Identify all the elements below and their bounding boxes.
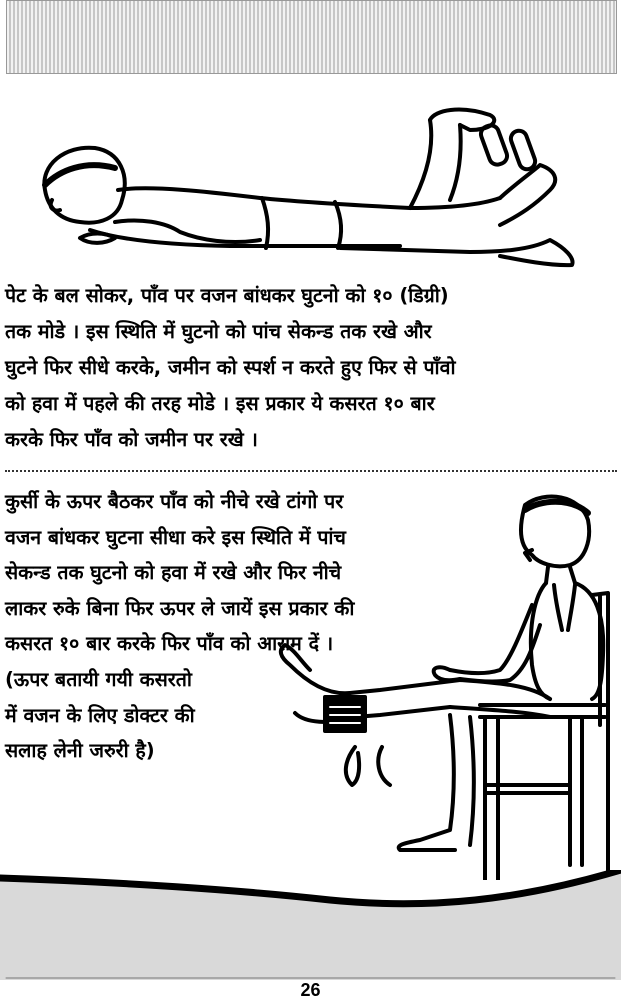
footer-swoosh (0, 870, 621, 980)
prone-exercise-instructions: पेट के बल सोकर, पाँव पर वजन बांधकर घुटनो को १० (डिग्री) तक मोडे । इस स्थिति में घुटनो को पांच सेकन्ड तक रखे और घुटने फिर सीधे करके, जमीन को स्पर्श न करते हुए फिर से पाँवो को हवा में पहले की तरह मोडे । इस प्रकार ये कसरत १० बार करके फिर पाँव को जमीन पर रखे । (5, 284, 456, 451)
doctor-advice-note: (ऊपर बतायी गयी कसरतो में वजन के लिए डोक्टर की सलाह लेनी जरुरी है) (5, 668, 195, 762)
seated-knee-extension-illustration (270, 485, 615, 880)
page-number: 26 (300, 980, 321, 1000)
seated-exercise-instructions: कुर्सी के ऊपर बैठकर पाँव को नीचे रखे टांगो पर वजन बांधकर घुटना सीधा करे इस स्थिति में पांच सेकन्ड तक घुटनो को हवा में रखे और फिर नीचे लाकर रुके बिना फिर ऊपर ले जायें इस प्रकार की कसरत १० बार करके फिर पाँव को आराम दें । (5, 490, 355, 655)
header-striped-band (6, 0, 617, 74)
prone-knee-curl-illustration (30, 100, 590, 275)
section-divider (5, 470, 617, 472)
